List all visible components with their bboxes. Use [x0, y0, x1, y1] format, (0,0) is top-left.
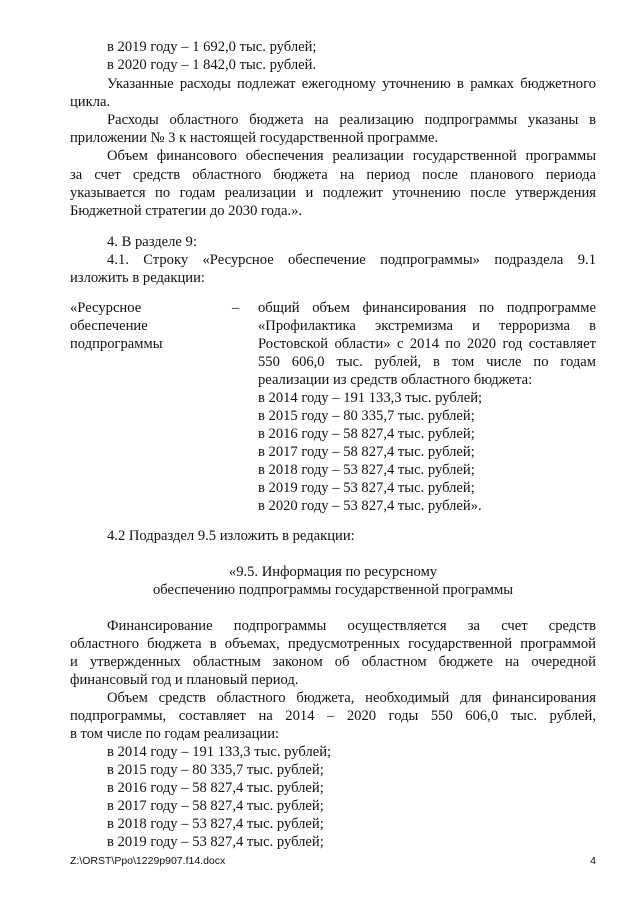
row-value-line: общий объем финансирования по подпрограмме: [258, 300, 596, 316]
text-line: в 2014 году – 191 133,3 тыс. рублей;: [107, 744, 332, 760]
text-line: приложении № 3 к настоящей государственной программе.: [70, 130, 439, 146]
row-value-line: Ростовской области» с 2014 по 2020 год составляет: [258, 336, 596, 352]
text-line: в 2017 году – 58 827,4 тыс. рублей;: [107, 798, 324, 814]
text-line: Объем финансового обеспечения реализации государственной программы: [107, 148, 596, 164]
row-value-line: в 2017 году – 58 827,4 тыс. рублей;: [258, 444, 475, 460]
text-line: и утвержденных областным законом об областном бюджете на очередной: [70, 654, 596, 670]
text-line: в 2019 году – 53 827,4 тыс. рублей;: [107, 834, 324, 850]
section-heading: 4. В разделе 9:: [107, 234, 197, 250]
row-value-line: 550 606,0 тыс. рублей, в том числе по годам: [258, 354, 596, 370]
row-label-line: подпрограммы: [70, 336, 163, 352]
text-line: Бюджетной стратегии до 2030 года.».: [70, 203, 303, 219]
row-value-line: в 2015 году – 80 335,7 тыс. рублей;: [258, 408, 475, 424]
row-label-line: «Ресурсное: [70, 300, 142, 316]
text-line: в 2015 году – 80 335,7 тыс. рублей;: [107, 762, 324, 778]
row-value-line: в 2018 году – 53 827,4 тыс. рублей;: [258, 462, 475, 478]
footer-file-path: Z:\ORST\Ppo\1229p907.f14.docx: [70, 855, 226, 867]
text-line: в том числе по годам реализации:: [70, 726, 280, 742]
text-line: в 2018 году – 53 827,4 тыс. рублей;: [107, 816, 324, 832]
subsection-title: обеспечению подпрограммы государственной программы: [152, 582, 514, 598]
text-line: цикла.: [70, 94, 111, 110]
text-line: подпрограммы, составляет на 2014 – 2020 годы 550 606,0 тыс. рублей,: [70, 708, 596, 724]
row-value-line: «Профилактика экстремизма и терроризма в: [258, 318, 596, 334]
text-line: 4.1. Строку «Ресурсное обеспечение подпрограммы» подраздела 9.1: [107, 252, 596, 268]
row-dash: –: [232, 300, 240, 316]
text-line: Объем средств областного бюджета, необходимый для финансирования: [107, 690, 596, 706]
text-line: областного бюджета в объемах, предусмотренных государственной программой: [70, 636, 596, 652]
text-line: изложить в редакции:: [70, 270, 205, 286]
row-value-line: реализации из средств областного бюджета:: [258, 372, 533, 388]
row-value-line: в 2019 году – 53 827,4 тыс. рублей;: [258, 480, 475, 496]
text-line: в 2020 году – 1 842,0 тыс. рублей.: [107, 57, 317, 73]
text-line: Расходы областного бюджета на реализацию подпрограммы указаны в: [107, 112, 596, 128]
row-value-line: в 2020 году – 53 827,4 тыс. рублей».: [258, 498, 482, 514]
text-line: в 2019 году – 1 692,0 тыс. рублей;: [107, 39, 317, 55]
text-line: в 2016 году – 58 827,4 тыс. рублей;: [107, 780, 324, 796]
row-value-line: в 2016 году – 58 827,4 тыс. рублей;: [258, 426, 475, 442]
text-line: финансовый год и плановый период.: [70, 672, 299, 688]
text-line: Финансирование подпрограммы осуществляется за счет средств: [107, 618, 596, 634]
text-line: Указанные расходы подлежат ежегодному уточнению в рамках бюджетного: [107, 76, 596, 92]
row-label-line: обеспечение: [70, 318, 148, 334]
section-heading: 4.2 Подраздел 9.5 изложить в редакции:: [107, 528, 355, 544]
row-value-line: в 2014 году – 191 133,3 тыс. рублей;: [258, 390, 483, 406]
text-line: за счет средств областного бюджета на период после планового периода: [70, 167, 596, 183]
page-number: 4: [590, 855, 596, 867]
subsection-title: «9.5. Информация по ресурсному: [228, 564, 438, 580]
text-line: указывается по годам реализации и подлежит уточнению после утверждения: [70, 185, 596, 201]
